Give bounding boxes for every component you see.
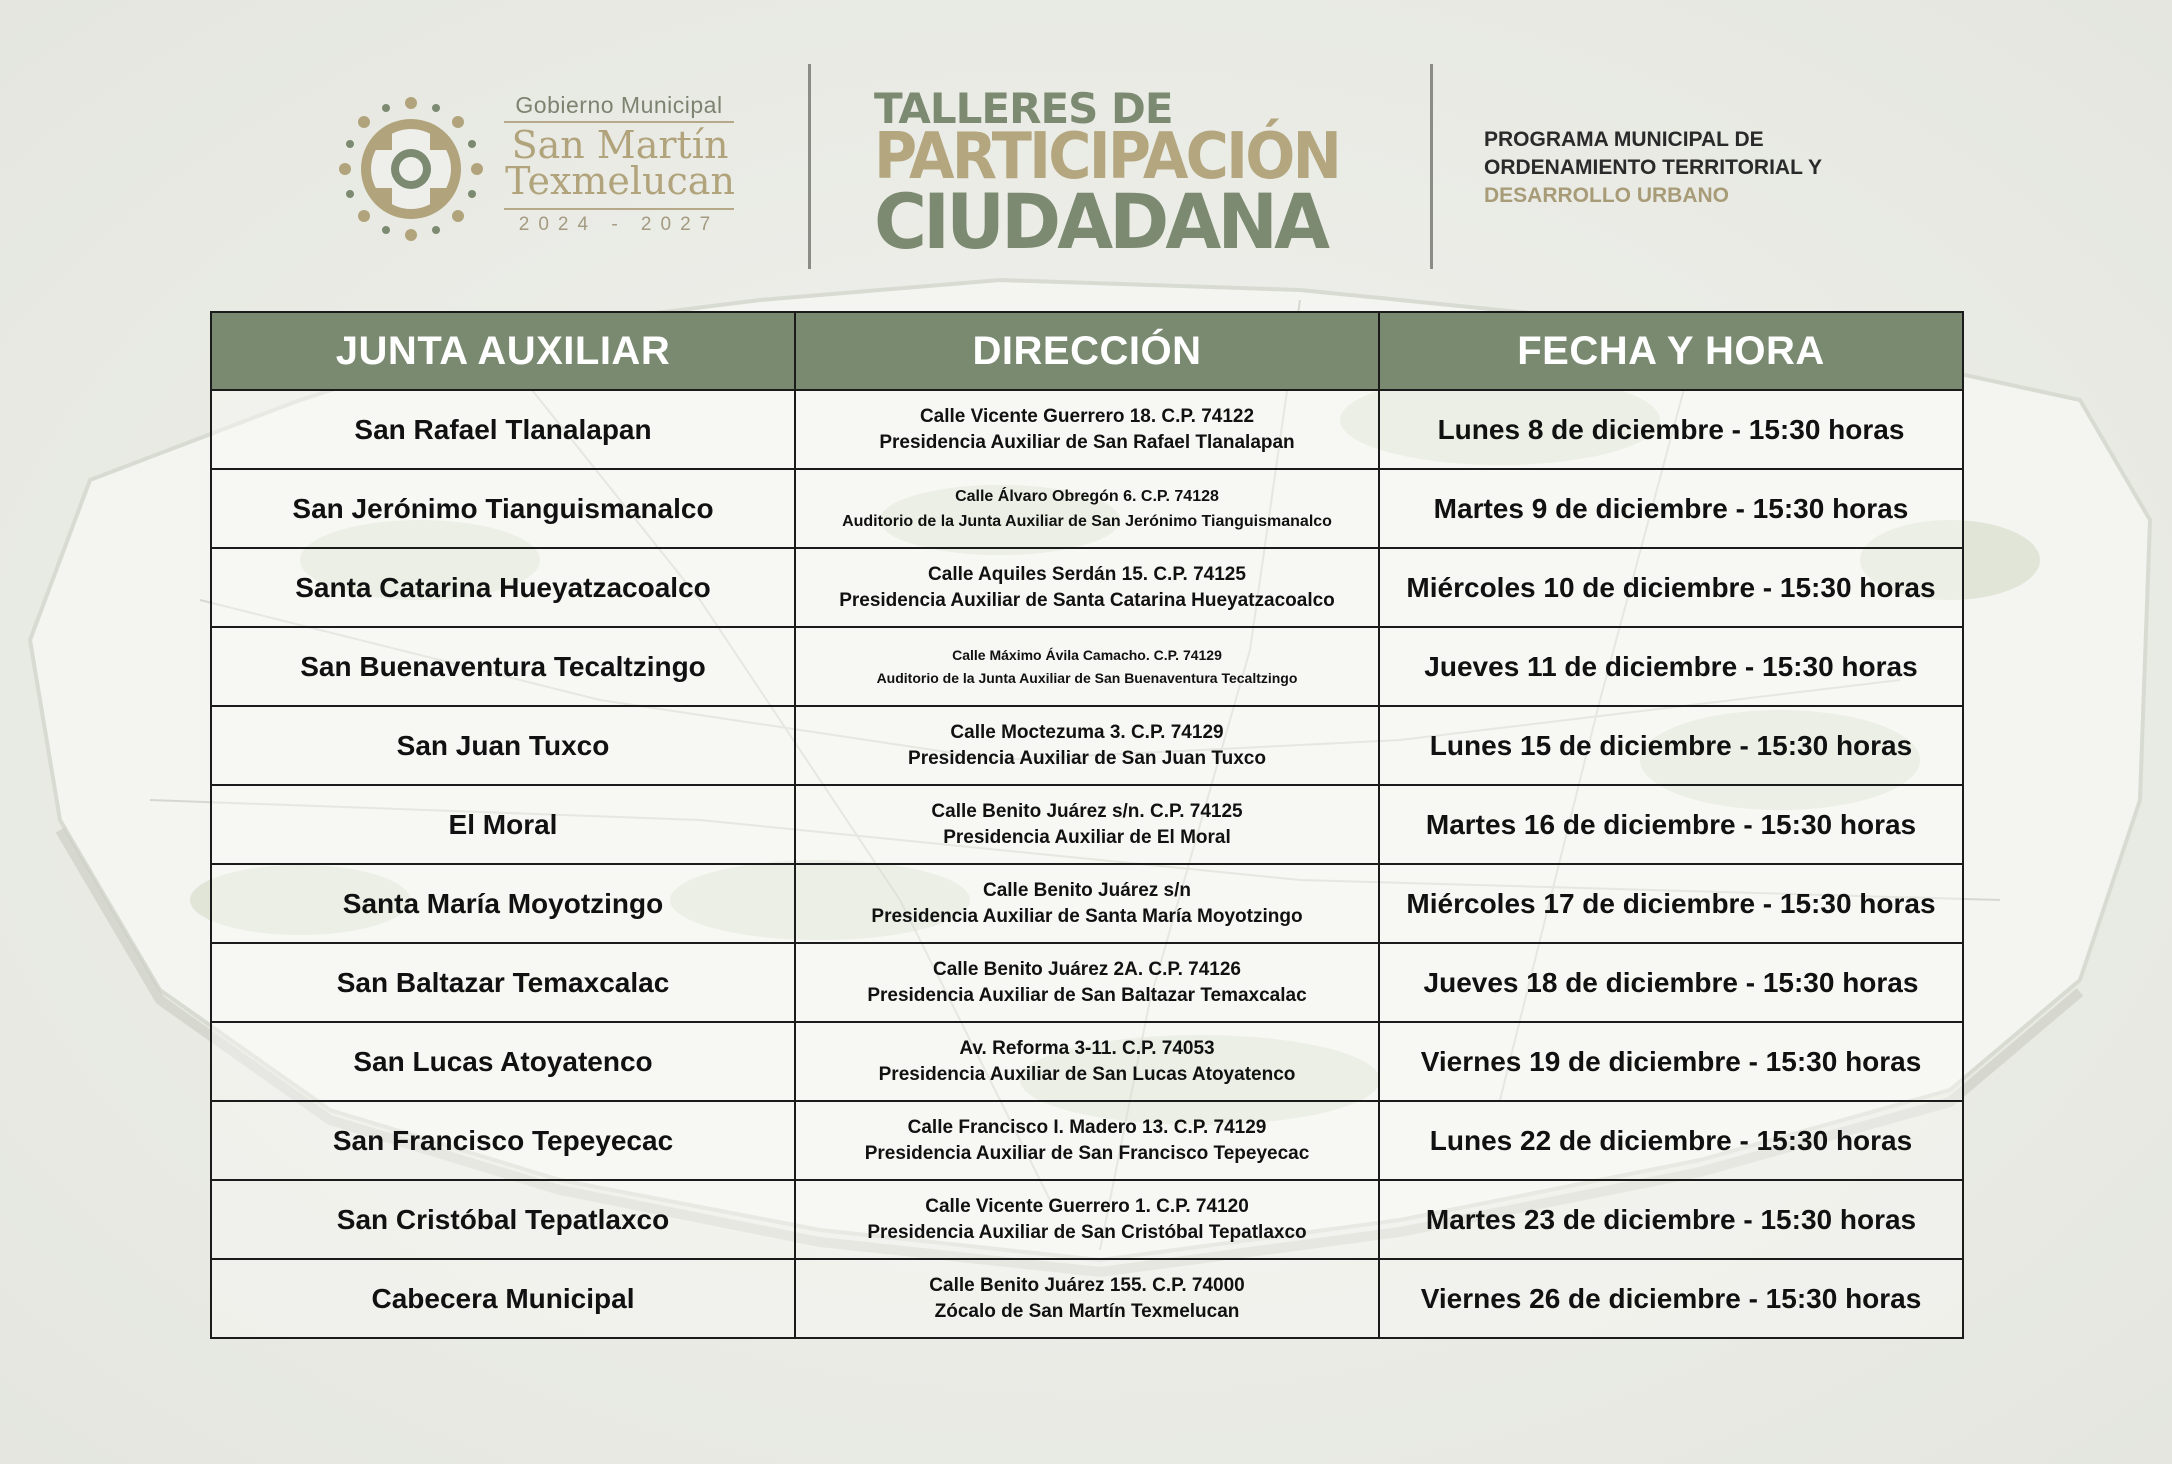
address-venue: Auditorio de la Junta Auxiliar de San Buenaventura Tecaltzingo: [876, 669, 1298, 686]
header-divider-right: [1430, 64, 1433, 269]
address-venue: Presidencia Auxiliar de San Cristóbal Tepatlaxco: [867, 1221, 1307, 1243]
junta-cell: San Rafael Tlanalapan: [211, 390, 795, 469]
direccion-cell: [795, 864, 1379, 943]
table-row: [211, 390, 1963, 469]
address-venue: Auditorio de la Junta Auxiliar de San Jerónimo Tianguismanalco: [842, 512, 1332, 530]
direccion-cell: [795, 469, 1379, 548]
header: [0, 0, 2172, 300]
fecha-cell: Lunes 15 de diciembre - 15:30 horas: [1379, 706, 1963, 785]
fecha-cell: Martes 23 de diciembre - 15:30 horas: [1379, 1180, 1963, 1259]
table-row: [211, 1180, 1963, 1259]
municipality-name-line1: San Martín: [511, 123, 729, 167]
address-street: Calle Vicente Guerrero 18. C.P. 74122: [919, 405, 1255, 427]
address-street: Calle Máximo Ávila Camacho. C.P. 74129: [952, 646, 1222, 663]
junta-cell: Cabecera Municipal: [211, 1259, 795, 1338]
fecha-cell: Jueves 18 de diciembre - 15:30 horas: [1379, 943, 1963, 1022]
fecha-cell: Miércoles 17 de diciembre - 15:30 horas: [1379, 864, 1963, 943]
address-venue: Presidencia Auxiliar de San Rafael Tlanalapan: [879, 431, 1295, 453]
address-venue: Presidencia Auxiliar de San Baltazar Temaxcalac: [867, 984, 1307, 1006]
column-header-junta: JUNTA AUXILIAR: [211, 312, 795, 390]
table-row: [211, 1022, 1963, 1101]
fecha-cell: Lunes 8 de diciembre - 15:30 horas: [1379, 390, 1963, 469]
table-row: [211, 864, 1963, 943]
fecha-cell: Miércoles 10 de diciembre - 15:30 horas: [1379, 548, 1963, 627]
title-line-3: CIUDADANA: [874, 177, 1327, 266]
table-row: [211, 706, 1963, 785]
direccion-cell: [795, 627, 1379, 706]
address-venue: Presidencia Auxiliar de El Moral: [943, 826, 1231, 848]
fecha-cell: Martes 16 de diciembre - 15:30 horas: [1379, 785, 1963, 864]
address-street: Calle Álvaro Obregón 6. C.P. 74128: [955, 487, 1219, 505]
table-row: [211, 548, 1963, 627]
header-divider-left: [808, 64, 811, 269]
title-line-1: TALLERES DE: [874, 84, 1173, 133]
junta-cell: Santa María Moyotzingo: [211, 864, 795, 943]
junta-cell: San Cristóbal Tepatlaxco: [211, 1180, 795, 1259]
direccion-cell: [795, 390, 1379, 469]
column-header-direccion: DIRECCIÓN: [795, 312, 1379, 390]
direccion-cell: [795, 785, 1379, 864]
direccion-cell: [795, 1180, 1379, 1259]
direccion-cell: [795, 943, 1379, 1022]
junta-cell: San Baltazar Temaxcalac: [211, 943, 795, 1022]
fecha-cell: Martes 9 de diciembre - 15:30 horas: [1379, 469, 1963, 548]
table-row: [211, 1259, 1963, 1338]
table-header-row: [211, 312, 1963, 390]
address-street: Calle Vicente Guerrero 1. C.P. 74120: [925, 1195, 1249, 1217]
address-venue: Presidencia Auxiliar de San Lucas Atoyatenco: [878, 1063, 1296, 1085]
gobierno-municipal-label: Gobierno Municipal: [504, 92, 734, 123]
junta-cell: San Buenaventura Tecaltzingo: [211, 627, 795, 706]
address-venue: Presidencia Auxiliar de San Francisco Tepeyecac: [864, 1142, 1310, 1164]
column-header-fecha: FECHA Y HORA: [1379, 312, 1963, 390]
address-street: Calle Francisco I. Madero 13. C.P. 74129: [907, 1116, 1267, 1138]
direccion-cell: [795, 548, 1379, 627]
address-street: Av. Reforma 3-11. C.P. 74053: [959, 1037, 1215, 1059]
address-venue: Presidencia Auxiliar de Santa Catarina Hueyatzacoalco: [839, 589, 1335, 611]
address-street: Calle Benito Juárez s/n: [982, 879, 1191, 901]
program-name-line2: ORDENAMIENTO TERRITORIAL Y: [1484, 156, 1822, 179]
title-line-2: PARTICIPACIÓN: [874, 120, 1340, 194]
junta-cell: El Moral: [211, 785, 795, 864]
table-row: [211, 469, 1963, 548]
address-street: Calle Aquiles Serdán 15. C.P. 74125: [928, 563, 1246, 585]
municipal-emblem-icon: [336, 94, 486, 244]
junta-cell: San Lucas Atoyatenco: [211, 1022, 795, 1101]
municipality-name-line2: Texmelucan: [505, 159, 735, 203]
address-venue: Presidencia Auxiliar de San Juan Tuxco: [908, 747, 1266, 769]
address-venue: Zócalo de San Martín Texmelucan: [934, 1300, 1240, 1322]
address-venue: Presidencia Auxiliar de Santa María Moyotzingo: [871, 905, 1303, 927]
table-row: [211, 943, 1963, 1022]
workshop-schedule-table: [210, 311, 1964, 1339]
address-street: Calle Moctezuma 3. C.P. 74129: [950, 721, 1224, 743]
table-row: [211, 785, 1963, 864]
junta-cell: San Juan Tuxco: [211, 706, 795, 785]
junta-cell: San Jerónimo Tianguismanalco: [211, 469, 795, 548]
junta-cell: San Francisco Tepeyecac: [211, 1101, 795, 1180]
table-row: [211, 627, 1963, 706]
junta-cell: Santa Catarina Hueyatzacoalco: [211, 548, 795, 627]
direccion-cell: [795, 1259, 1379, 1338]
address-street: Calle Benito Juárez 155. C.P. 74000: [929, 1274, 1245, 1296]
fecha-cell: Lunes 22 de diciembre - 15:30 horas: [1379, 1101, 1963, 1180]
program-name-line3: DESARROLLO URBANO: [1484, 184, 1729, 207]
direccion-cell: [795, 1022, 1379, 1101]
fecha-cell: Viernes 19 de diciembre - 15:30 horas: [1379, 1022, 1963, 1101]
address-street: Calle Benito Juárez s/n. C.P. 74125: [931, 800, 1243, 822]
direccion-cell: [795, 1101, 1379, 1180]
administration-period: 2024 - 2027: [504, 208, 734, 236]
program-name-line1: PROGRAMA MUNICIPAL DE: [1484, 128, 1764, 151]
direccion-cell: [795, 706, 1379, 785]
fecha-cell: Jueves 11 de diciembre - 15:30 horas: [1379, 627, 1963, 706]
table-row: [211, 1101, 1963, 1180]
fecha-cell: Viernes 26 de diciembre - 15:30 horas: [1379, 1259, 1963, 1338]
address-street: Calle Benito Juárez 2A. C.P. 74126: [932, 958, 1242, 980]
